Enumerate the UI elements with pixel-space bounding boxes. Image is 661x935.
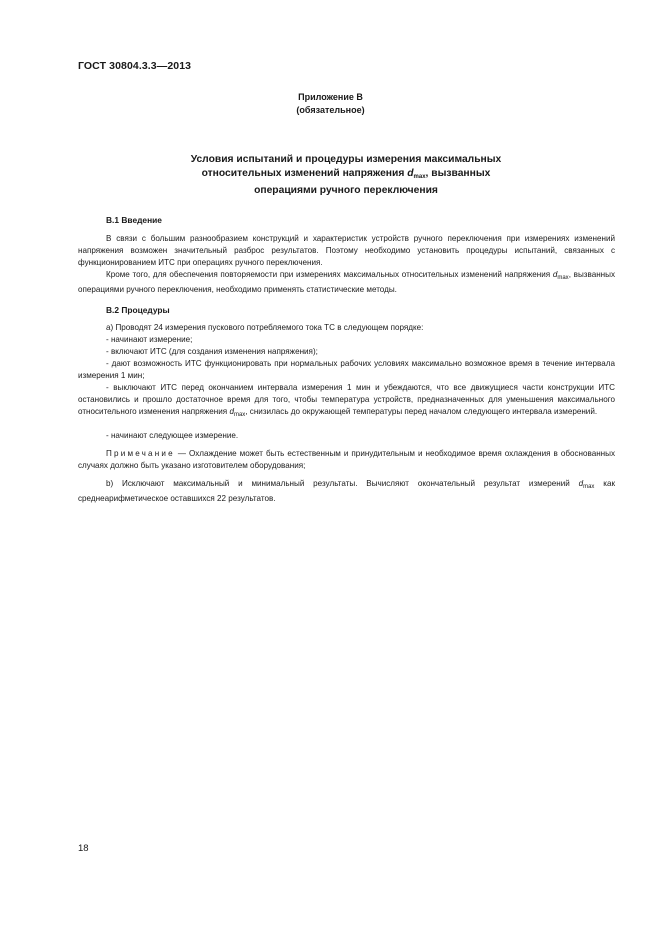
annex-title-line3: операциями ручного переключения [254, 185, 438, 196]
procedure-item-2-text: - включают ИТС (для создания изменения напряжения); [106, 347, 318, 356]
intro-paragraph-2-a: Кроме того, для обеспечения повторяемости при измерениях максимальных относительных изменений напряжения [106, 270, 553, 279]
procedure-item-5-text: - начинают следующее измерение. [106, 431, 239, 440]
procedure-item-1-text: - начинают измерение; [106, 335, 193, 344]
procedure-b [78, 478, 615, 505]
intro-var: d [552, 270, 558, 279]
note-label: Примечание [106, 449, 175, 458]
intro-paragraph-1-text: В связи с большим разнообразием конструкций и характеристик устройств ручного переключения при измерениях изменений напряжения возможен значительный разброс результатов. Поэтому необходимо установить процедуры испытаний, связанных с функционированием ИТС при операциях ручного переключения. [78, 234, 615, 267]
section-heading-procedures: В.2 Процедуры [106, 305, 170, 315]
procedure-item-4-a: - выключают ИТС перед окончанием интервала измерения 1 мин и убеждаются, что все движущиеся части конструкции ИТС остановились и прошло достаточное время для того, чтобы температура устройств, предназначенных для уменьшения максимального относительного изменения напряжения [78, 383, 615, 416]
annex-title-line2-a: относительных изменений напряжения [201, 168, 408, 179]
procedure-item-4-var: d [229, 407, 234, 416]
procedure-note [78, 448, 615, 472]
procedure-b-text: b) Исключают максимальный и минимальный результаты. Вычисляют окончательный результат измерений [106, 479, 579, 488]
procedure-item-2 [78, 346, 615, 358]
annex-title [150, 153, 542, 198]
annex-title-line1: Условия испытаний и процедуры измерения максимальных [190, 154, 502, 165]
procedure-b-text2: как среднеарифметическое оставшихся 22 результатов. [78, 479, 615, 503]
procedure-item-5 [78, 430, 615, 442]
procedure-item-4 [78, 382, 615, 421]
page-number: 18 [78, 843, 89, 854]
intro-paragraph-1 [78, 233, 615, 269]
procedure-item-1 [78, 334, 615, 346]
procedure-item-4-b: , снизилась до окружающей температуры перед началом следующего интервала измерений. [245, 407, 598, 416]
procedure-b-sub: max [583, 484, 595, 490]
annex-title-var: d [407, 168, 414, 179]
intro-paragraph-2-b: , вызванных операциями ручного переключения, необходимо применять статистические методы. [78, 270, 615, 294]
standard-code: ГОСТ 30804.3.3—2013 [78, 60, 192, 72]
procedure-item-4-sub: max [233, 412, 246, 418]
annex-title-line2-b: , вызванных [425, 168, 491, 179]
section-heading-introduction: В.1 Введение [106, 215, 162, 225]
procedure-a-intro-text: а) Проводят 24 измерения пускового потребляемого тока ТС в следующем порядке: [106, 323, 424, 332]
intro-paragraph-2 [78, 269, 615, 296]
intro-sub: max [557, 275, 569, 281]
annex-label: Приложение В [298, 92, 363, 102]
procedure-item-3-text: - дают возможность ИТС функционировать при нормальных рабочих условиях максимально возможное время в течение интервала измерения 1 мин; [78, 359, 615, 380]
note-text: — Охлаждение может быть естественным и принудительным и необходимое время охлаждения в обоснованных случаях должно быть указано изготовителем оборудования; [78, 449, 615, 470]
annex-status: (обязательное) [296, 105, 365, 115]
procedure-item-3 [78, 358, 615, 382]
procedure-b-var: d [578, 479, 584, 488]
annex-title-sub: max [413, 174, 426, 180]
annex-title-line2 [150, 167, 542, 184]
procedure-a-intro [78, 322, 615, 334]
